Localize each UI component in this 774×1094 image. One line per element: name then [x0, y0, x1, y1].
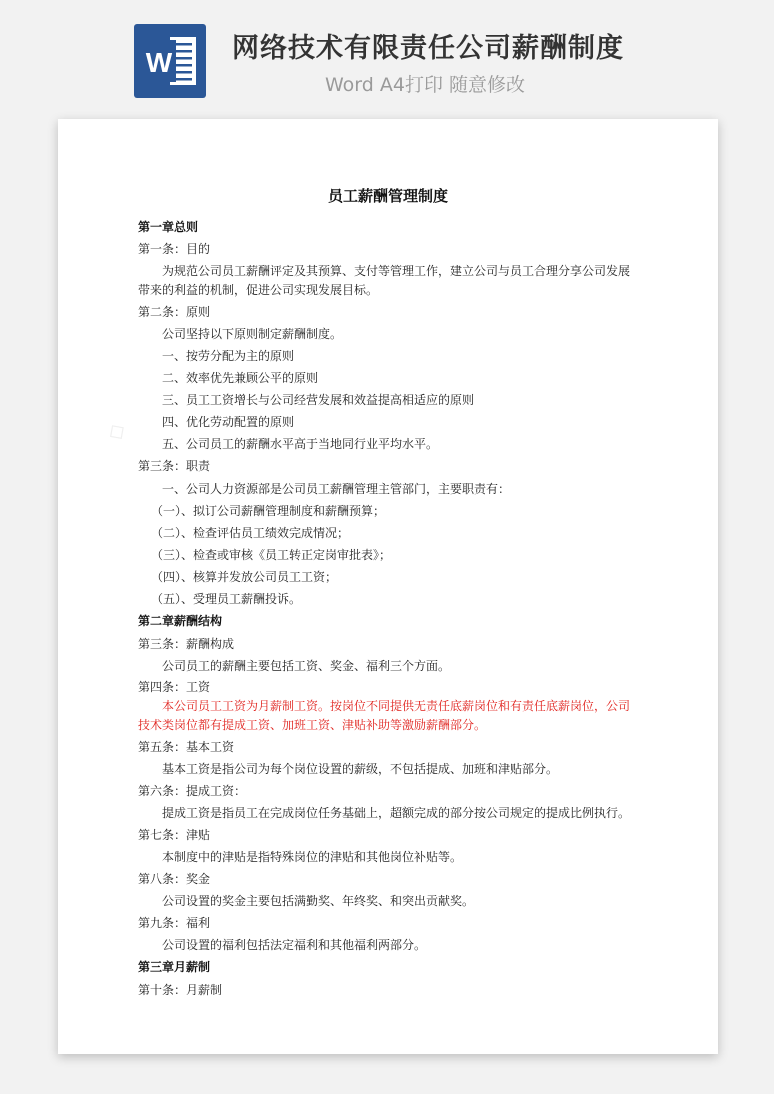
list-item: 一、按劳分配为主的原则	[162, 349, 295, 363]
article-heading: 第七条：津贴	[138, 828, 211, 842]
article-heading: 第八条：奖金	[138, 872, 211, 886]
list-item: 四、优化劳动配置的原则	[162, 415, 295, 429]
article-heading: 第九条：福利	[138, 916, 211, 930]
header-subtitle: Word A4打印 随意修改	[325, 74, 526, 96]
list-item: 三、员工工资增长与公司经营发展和效益提高相适应的原则	[162, 393, 475, 407]
chapter-heading: 第二章薪酬结构	[138, 614, 223, 628]
paragraph-line: 公司设置的奖金主要包括满勤奖、年终奖、和突出贡献奖。	[162, 894, 475, 908]
list-item: （一）、拟订公司薪酬管理制度和薪酬预算；	[151, 504, 386, 518]
list-item: （二）、检查评估员工绩效完成情况；	[151, 526, 350, 540]
paragraph-line: 基本工资是指公司为每个岗位设置的薪级，不包括提成、加班和津贴部分。	[162, 762, 559, 776]
list-item: 二、效率优先兼顾公平的原则	[162, 371, 319, 385]
list-item: （三）、检查或审核《员工转正定岗审批表》；	[151, 548, 392, 562]
paragraph-line: 为规范公司员工薪酬评定及其预算、支付等管理工作，建立公司与员工合理分享公司发展	[162, 264, 631, 278]
paragraph-line: 公司坚持以下原则制定薪酬制度。	[162, 327, 343, 341]
paragraph-line: 公司员工的薪酬主要包括工资、奖金、福利三个方面。	[162, 659, 451, 673]
list-item: （四）、核算并发放公司员工工资；	[151, 570, 338, 584]
chapter-heading: 第一章总则	[138, 220, 199, 234]
paragraph-line: 带来的利益的机制，促进公司实现发展目标。	[138, 283, 379, 297]
article-heading: 第四条：工资	[138, 680, 211, 694]
article-heading: 第三条：薪酬构成	[138, 637, 235, 651]
paragraph-line: 一、公司人力资源部是公司员工薪酬管理主管部门，主要职责有：	[162, 482, 511, 496]
article-heading: 第六条：提成工资：	[138, 784, 247, 798]
article-heading: 第二条：原则	[138, 305, 211, 319]
paragraph-line: 公司设置的福利包括法定福利和其他福利两部分。	[162, 938, 427, 952]
document-title: 员工薪酬管理制度	[327, 187, 448, 205]
highlighted-paragraph-line: 技术类岗位都有提成工资、加班工资、津贴补助等激励薪酬部分。	[138, 718, 487, 732]
watermark: ◇	[102, 416, 131, 447]
header-title: 网络技术有限责任公司薪酬制度	[232, 33, 624, 64]
article-heading: 第三条：职责	[138, 459, 211, 473]
document-page	[58, 119, 718, 1054]
article-heading: 第五条：基本工资	[138, 740, 235, 754]
paragraph-line: 提成工资是指员工在完成岗位任务基础上，超额完成的部分按公司规定的提成比例执行。	[162, 806, 631, 820]
chapter-heading: 第三章月薪制	[138, 960, 211, 974]
word-icon	[134, 24, 206, 98]
list-item: 五、公司员工的薪酬水平高于当地同行业平均水平。	[162, 437, 439, 451]
paragraph-line: 本制度中的津贴是指特殊岗位的津贴和其他岗位补贴等。	[162, 850, 463, 864]
doc-header	[0, 0, 774, 112]
article-heading: 第十条：月薪制	[138, 983, 223, 997]
list-item: （五）、受理员工薪酬投诉。	[151, 592, 302, 606]
article-heading: 第一条：目的	[138, 242, 211, 256]
highlighted-paragraph-line: 本公司员工工资为月薪制工资。按岗位不同提供无责任底薪岗位和有责任底薪岗位，公司	[162, 699, 631, 713]
svg-text:W: W	[145, 47, 173, 78]
